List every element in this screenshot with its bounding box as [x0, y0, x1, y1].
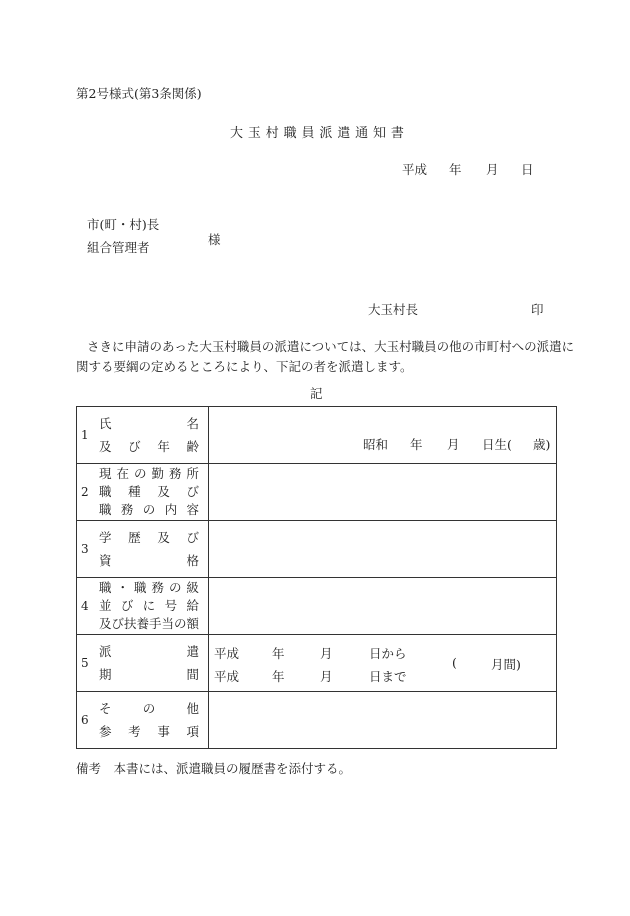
from-era: 平成: [214, 646, 240, 661]
label-char: の: [142, 502, 156, 517]
date-day: 日: [521, 162, 534, 177]
title-char: 遣: [337, 126, 351, 141]
from-year: 年: [272, 646, 285, 661]
label-char: 間: [186, 667, 199, 682]
label-char: び: [128, 439, 141, 454]
label-char: 種: [128, 484, 141, 499]
label-char: 職: [99, 484, 112, 499]
from-month: 月: [320, 646, 333, 661]
label-char: そ: [99, 701, 112, 716]
birth-era: 昭和: [363, 437, 389, 452]
sender-name: 大玉村長: [368, 302, 419, 317]
label-char: び: [186, 530, 199, 545]
label-char: 考: [128, 724, 141, 739]
seal-mark: 印: [531, 302, 544, 317]
label-char: の: [168, 580, 182, 595]
title-char: 大: [230, 126, 244, 141]
label-char: 務: [120, 502, 134, 517]
label-char: 氏: [99, 416, 112, 431]
label-char: 参: [99, 724, 112, 739]
addressee-mayor: 市(町・村)長: [87, 217, 160, 232]
label-char: 名: [186, 416, 199, 431]
from-day: 日から: [369, 646, 407, 661]
title-char: 村: [265, 126, 279, 141]
date-era: 平成: [402, 162, 428, 177]
document-title: [230, 122, 404, 141]
label-char: び: [186, 484, 199, 499]
row-number: 1: [81, 428, 89, 442]
label-char: の: [142, 701, 156, 716]
title-char: 派: [319, 126, 333, 141]
label-char: 給: [186, 598, 199, 613]
row-label: [99, 407, 199, 463]
label-char: 派: [99, 644, 112, 659]
label-char: に: [142, 598, 156, 613]
label-char: 期: [99, 667, 112, 682]
body-text-line-1: さきに申請のあった大玉村職員の派遣については、大玉村職員の他の市町村への派遣に: [87, 339, 575, 354]
label-char: 遣: [186, 644, 199, 659]
label-char: 及: [99, 439, 112, 454]
label-char: 内: [164, 502, 178, 517]
education-qualification-field[interactable]: [209, 521, 556, 577]
label-char: 在: [116, 466, 129, 481]
body-text-line-2: 関する要綱の定めるところにより、下記の者を派遣します。: [76, 359, 413, 374]
to-year: 年: [272, 669, 285, 684]
label-char: 容: [186, 502, 199, 517]
form-number: 第2号様式(第3条関係): [76, 86, 202, 101]
row-label: [99, 464, 199, 520]
row-label: [99, 521, 199, 577]
label-char: 職: [99, 580, 112, 595]
label-char: 格: [186, 553, 199, 568]
birth-month: 月: [447, 437, 460, 452]
label-char: 年: [157, 439, 170, 454]
age: 歳): [533, 437, 551, 452]
remarks: 備考 本書には、派遣職員の履歴書を添付する。: [76, 761, 352, 776]
to-month: 月: [320, 669, 333, 684]
table-row: [77, 464, 556, 521]
row-number: 4: [81, 599, 89, 613]
table-row: [77, 521, 556, 578]
label-char: 現: [99, 466, 112, 481]
title-char: 玉: [247, 126, 261, 141]
row-label: [99, 635, 199, 691]
ki-heading: 記: [310, 386, 323, 401]
label-char: 職: [99, 502, 112, 517]
label-char: 務: [168, 466, 182, 481]
to-day: 日まで: [369, 669, 407, 684]
row-number: 5: [81, 656, 89, 670]
label-char: 級: [186, 580, 199, 595]
label-char: 齢: [186, 439, 199, 454]
duration-months: 月間): [491, 657, 521, 672]
label-char: 学: [99, 530, 112, 545]
addressee-union-manager: 組合管理者: [87, 240, 150, 255]
row-number: 3: [81, 542, 89, 556]
date-year: 年: [449, 162, 462, 177]
title-char: 書: [390, 126, 404, 141]
date-month: 月: [486, 162, 499, 177]
row-number: 2: [81, 485, 89, 499]
addressee-honorific: 様: [208, 232, 221, 247]
dispatch-period-field[interactable]: [209, 635, 556, 691]
duration-open-paren: (: [452, 655, 457, 670]
label-char: 勤: [151, 466, 164, 481]
label-char: 号: [164, 598, 178, 613]
to-era: 平成: [214, 669, 240, 684]
label-char: 並: [99, 598, 112, 613]
row-label: [99, 692, 199, 748]
label-char: 職: [133, 580, 147, 595]
dispatch-details-table: [76, 406, 557, 749]
title-char: 員: [301, 126, 315, 141]
current-workplace-field[interactable]: [209, 464, 556, 520]
other-notes-field[interactable]: [209, 692, 556, 748]
label-char: び: [120, 598, 134, 613]
birth-date-field[interactable]: [209, 407, 556, 463]
title-char: 通: [355, 126, 369, 141]
row-label: [99, 578, 199, 634]
title-char: 知: [373, 126, 387, 141]
table-row: [77, 407, 556, 464]
label-char: 事: [157, 724, 170, 739]
table-row: [77, 692, 556, 748]
label-char: 務: [151, 580, 164, 595]
row-number: 6: [81, 713, 89, 727]
label-char: 項: [186, 724, 199, 739]
label-char: の: [133, 466, 147, 481]
grade-salary-field[interactable]: [209, 578, 556, 634]
label-char: 及: [157, 484, 170, 499]
label-char: 及: [157, 530, 170, 545]
birth-day: 日生(: [482, 437, 512, 452]
label-char: 所: [186, 466, 199, 481]
table-row: [77, 578, 556, 635]
label-char: 歴: [128, 530, 141, 545]
table-row: [77, 635, 556, 692]
label-char: 他: [186, 701, 199, 716]
label-char: 資: [99, 553, 112, 568]
birth-year: 年: [410, 437, 423, 452]
title-char: 職: [283, 126, 297, 141]
label-char: ・: [116, 580, 129, 595]
label-text: 及び扶養手当の額: [99, 616, 200, 631]
